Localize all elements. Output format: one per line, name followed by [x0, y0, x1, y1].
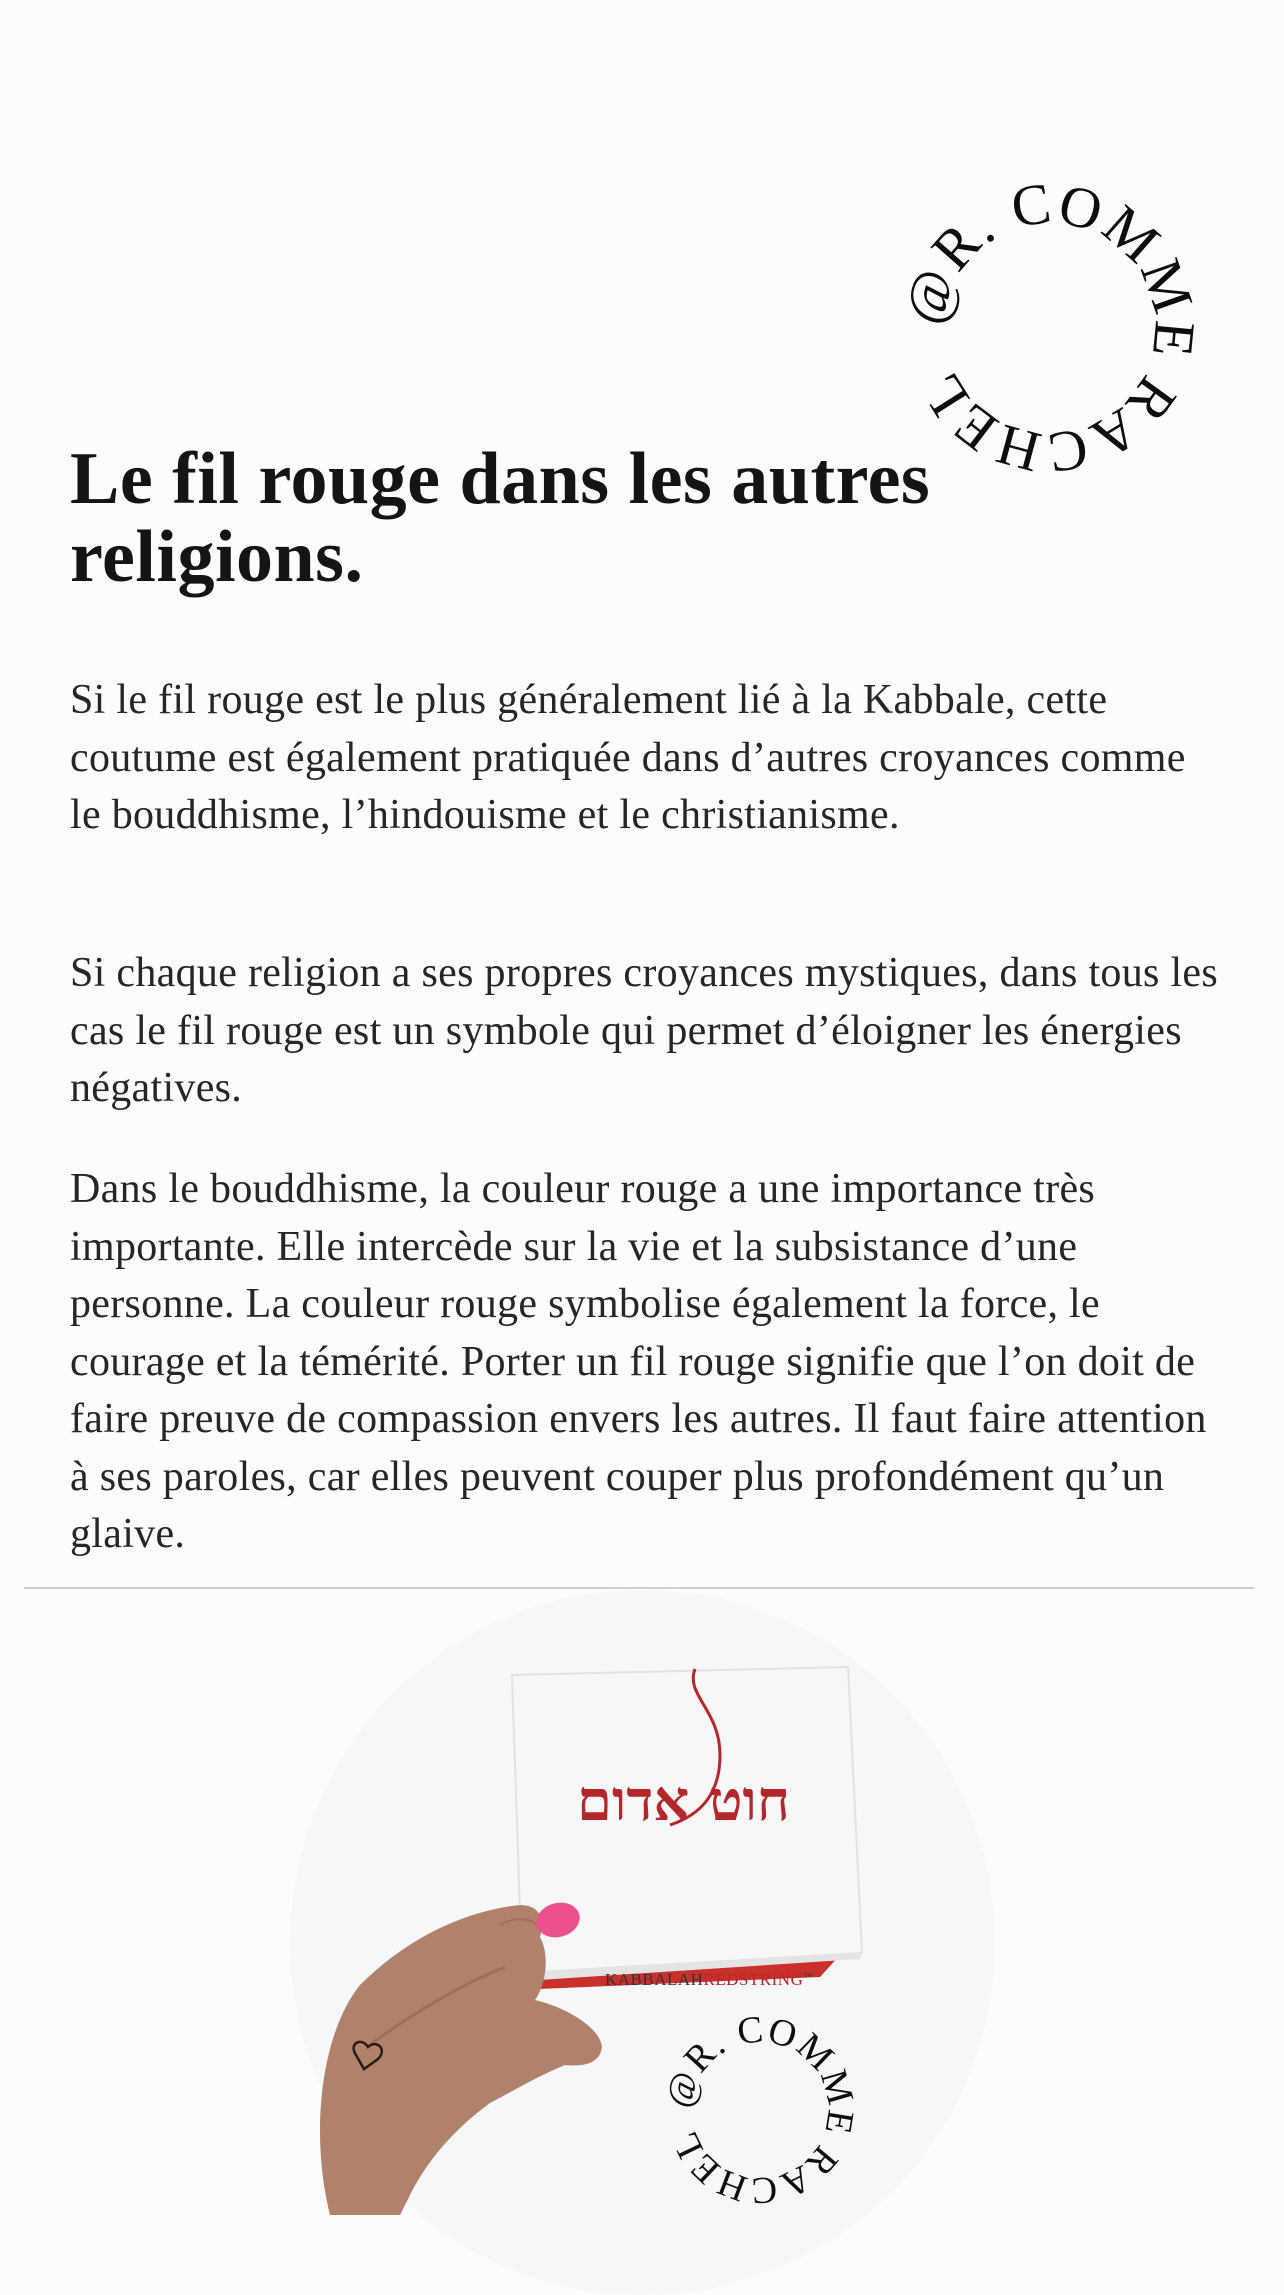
circular-watermark-icon [657, 2008, 862, 2212]
box-hebrew-label: חוט אדום [577, 1768, 790, 1834]
paragraph-intro: Si le fil rouge est le plus généralement lié à la Kabbale, cette coutume est également pratiquée dans d’autres croyances comme le bouddhisme, l’hindouisme et le christianisme. [70, 677, 1186, 838]
section-divider [24, 1587, 1254, 1589]
circular-watermark-icon [891, 169, 1209, 487]
watermark-text-top: @R. COMME RACHEL [891, 169, 1209, 487]
paragraph-mystic: Si chaque religion a ses propres croyances mystiques, dans tous les cas le fil rouge est un symbole qui permet d’éloigner les énergies négatives. [70, 950, 1219, 1111]
watermark-text-bottom: @R. COMME RACHEL [657, 2008, 862, 2212]
watermark-stamp-top [891, 169, 1209, 487]
article-title: Le fil rouge dans les autres religions. [70, 438, 931, 598]
watermark-stamp-bottom [657, 2008, 862, 2212]
paragraph-buddhism: Dans le bouddhisme, la couleur rouge a une importance très importante. Elle intercède sur la vie et la subsistance d’une personne. La couleur rouge symbolise également la force, le courage et la témérité. Porter un fil rouge signifie que l’on doit de faire preuve de compassion envers les autres. Il faut faire attention à ses paroles, car elles peuvent couper plus profondément qu’un glaive. [70, 1166, 1207, 1557]
box-brand-label: KABBALAHREDSTRING™ [605, 1970, 813, 1989]
